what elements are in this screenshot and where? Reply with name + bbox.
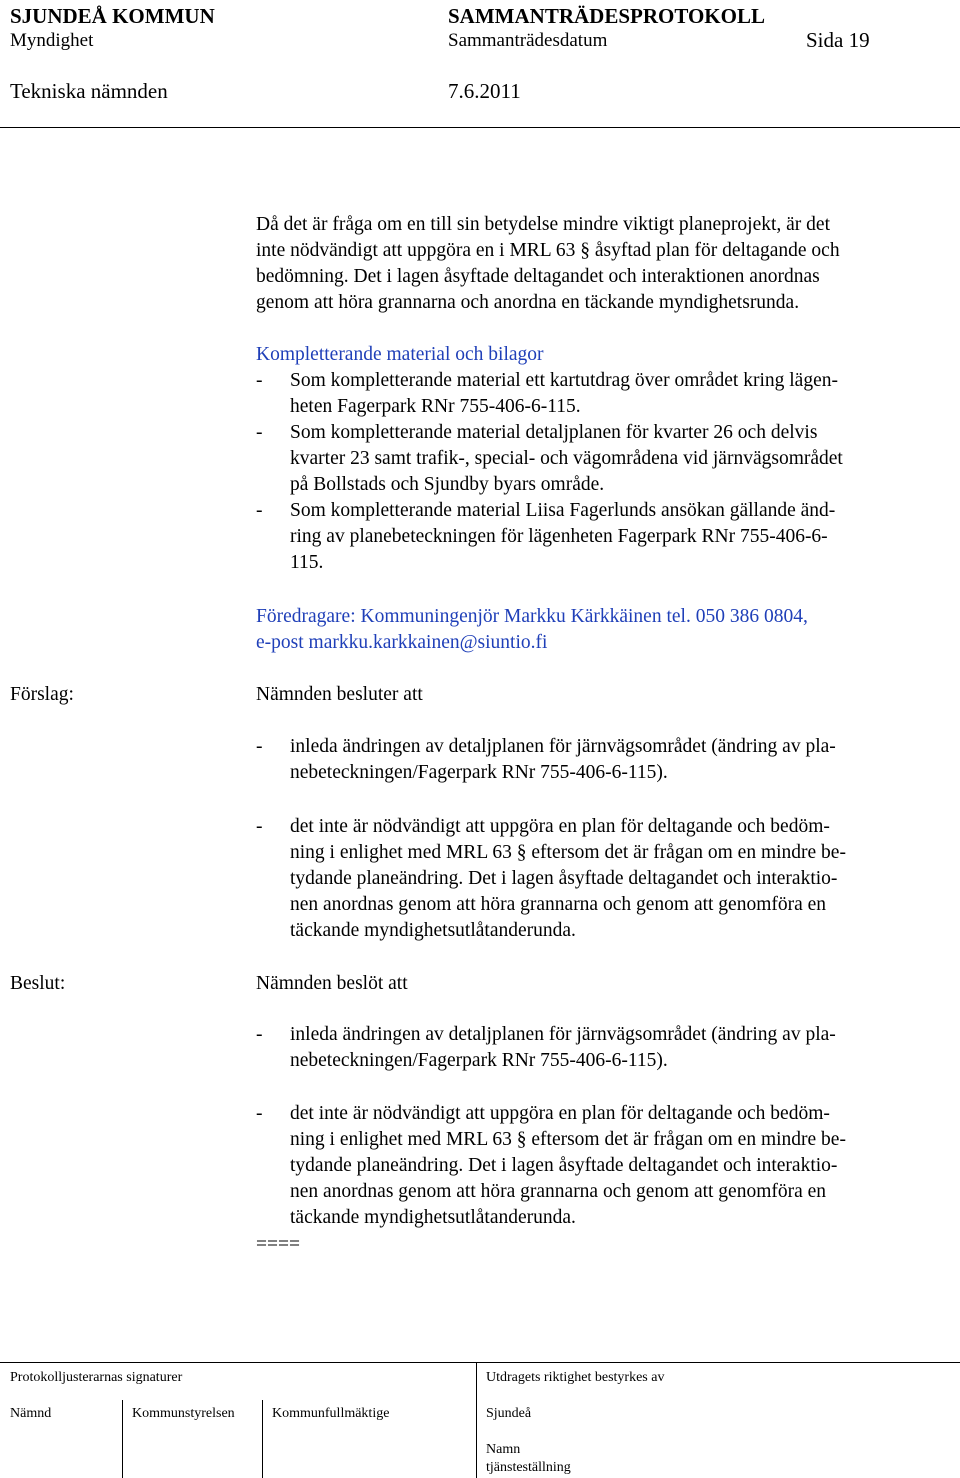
list-dash: - [256, 500, 263, 521]
item-line: täckande myndighetsutlåtanderunda. [290, 1207, 576, 1228]
page-number: Sida 19 [806, 28, 870, 52]
document-type: SAMMANTRÄDESPROTOKOLL [448, 4, 765, 28]
decision-label: Beslut: [10, 973, 66, 994]
meeting-date-label: Sammanträdesdatum [448, 30, 608, 51]
intro-line: bedömning. Det i lagen åsyftade deltagandet och interaktionen anordnas [256, 266, 820, 287]
end-mark: ==== [256, 1234, 300, 1255]
signature-col-kommunstyrelsen: Kommunstyrelsen [132, 1406, 235, 1421]
item-line: nebeteckningen/Fagerpark RNr 755-406-6-115). [290, 1050, 668, 1071]
item-line: Som kompletterande material Liisa Fagerlunds ansökan gällande änd- [290, 500, 836, 521]
presenter-line: Föredragare: Kommuningenjör Markku Kärkkäinen tel. 050 386 0804, [256, 606, 808, 627]
item-line: Som kompletterande material detaljplanen för kvarter 26 och delvis [290, 422, 818, 443]
footer-top-rule [0, 1362, 960, 1363]
footer-divider [262, 1400, 263, 1478]
municipality-name: SJUNDEÅ KOMMUN [10, 4, 215, 28]
item-line: tydande planeändring. Det i lagen åsyftade deltagandet och interaktio- [290, 1155, 838, 1176]
decision-intro: Nämnden beslöt att [256, 973, 408, 994]
authority-name: Tekniska nämnden [10, 79, 168, 103]
item-line: det inte är nödvändigt att uppgöra en plan för deltagande och bedöm- [290, 816, 830, 837]
title-label: tjänsteställning [486, 1460, 571, 1475]
item-line: nebeteckningen/Fagerpark RNr 755-406-6-115). [290, 762, 668, 783]
intro-line: Då det är fråga om en till sin betydelse mindre viktigt planeprojekt, är det [256, 214, 830, 235]
presenter-block [256, 604, 936, 656]
list-dash: - [256, 1103, 263, 1124]
proposal-intro: Nämnden besluter att [256, 684, 423, 705]
intro-paragraph [256, 212, 936, 316]
list-dash: - [256, 370, 263, 391]
name-label: Namn [486, 1442, 521, 1457]
intro-line: inte nödvändigt att uppgöra en i MRL 63 § åsyftad plan för deltagande och [256, 240, 840, 261]
item-line: ning i enlighet med MRL 63 § eftersom det är frågan om en mindre be- [290, 1129, 846, 1150]
item-line: 115. [290, 552, 324, 573]
list-dash: - [256, 816, 263, 837]
item-line: heten Fagerpark RNr 755-406-6-115. [290, 396, 581, 417]
item-line: täckande myndighetsutlåtanderunda. [290, 920, 576, 941]
authority-label: Myndighet [10, 30, 94, 51]
list-dash: - [256, 422, 263, 443]
intro-line: genom att höra grannarna och anordna en täckande myndighetsrunda. [256, 292, 800, 313]
proposal-label: Förslag: [10, 684, 74, 705]
footer-divider [122, 1400, 123, 1478]
place-name: Sjundeå [486, 1406, 532, 1421]
item-line: kvarter 23 samt trafik-, special- och vägområdena vid järnvägsområdet [290, 448, 843, 469]
list-dash: - [256, 736, 263, 757]
item-line: tydande planeändring. Det i lagen åsyftade deltagandet och interaktio- [290, 868, 838, 889]
meeting-date: 7.6.2011 [448, 79, 521, 103]
materials-heading: Kompletterande material och bilagor [256, 344, 544, 365]
item-line: nen anordnas genom att höra grannarna och genom att genomföra en [290, 1181, 827, 1202]
signature-col-kommunfullmaktige: Kommunfullmäktige [272, 1406, 390, 1421]
list-dash: - [256, 1024, 263, 1045]
footer-divider [476, 1362, 477, 1478]
signature-col-namnd: Nämnd [10, 1406, 52, 1421]
header-divider [0, 127, 960, 128]
item-line: det inte är nödvändigt att uppgöra en plan för deltagande och bedöm- [290, 1103, 830, 1124]
item-line: nen anordnas genom att höra grannarna och genom att genomföra en [290, 894, 827, 915]
item-line: inleda ändringen av detaljplanen för järnvägsområdet (ändring av pla- [290, 1024, 836, 1045]
item-line: på Bollstads och Sjundby byars område. [290, 474, 605, 495]
item-line: Som kompletterande material ett kartutdrag över området kring lägen- [290, 370, 838, 391]
item-line: inleda ändringen av detaljplanen för järnvägsområdet (ändring av pla- [290, 736, 836, 757]
item-line: ning i enlighet med MRL 63 § eftersom det är frågan om en mindre be- [290, 842, 846, 863]
verification-label: Utdragets riktighet bestyrkes av [486, 1370, 665, 1385]
item-line: ring av planebeteckningen för lägenheten Fagerpark RNr 755-406-6- [290, 526, 828, 547]
presenter-email[interactable]: e-post markku.karkkainen@siuntio.fi [256, 632, 548, 653]
signatures-label: Protokolljusterarnas signaturer [10, 1370, 183, 1385]
